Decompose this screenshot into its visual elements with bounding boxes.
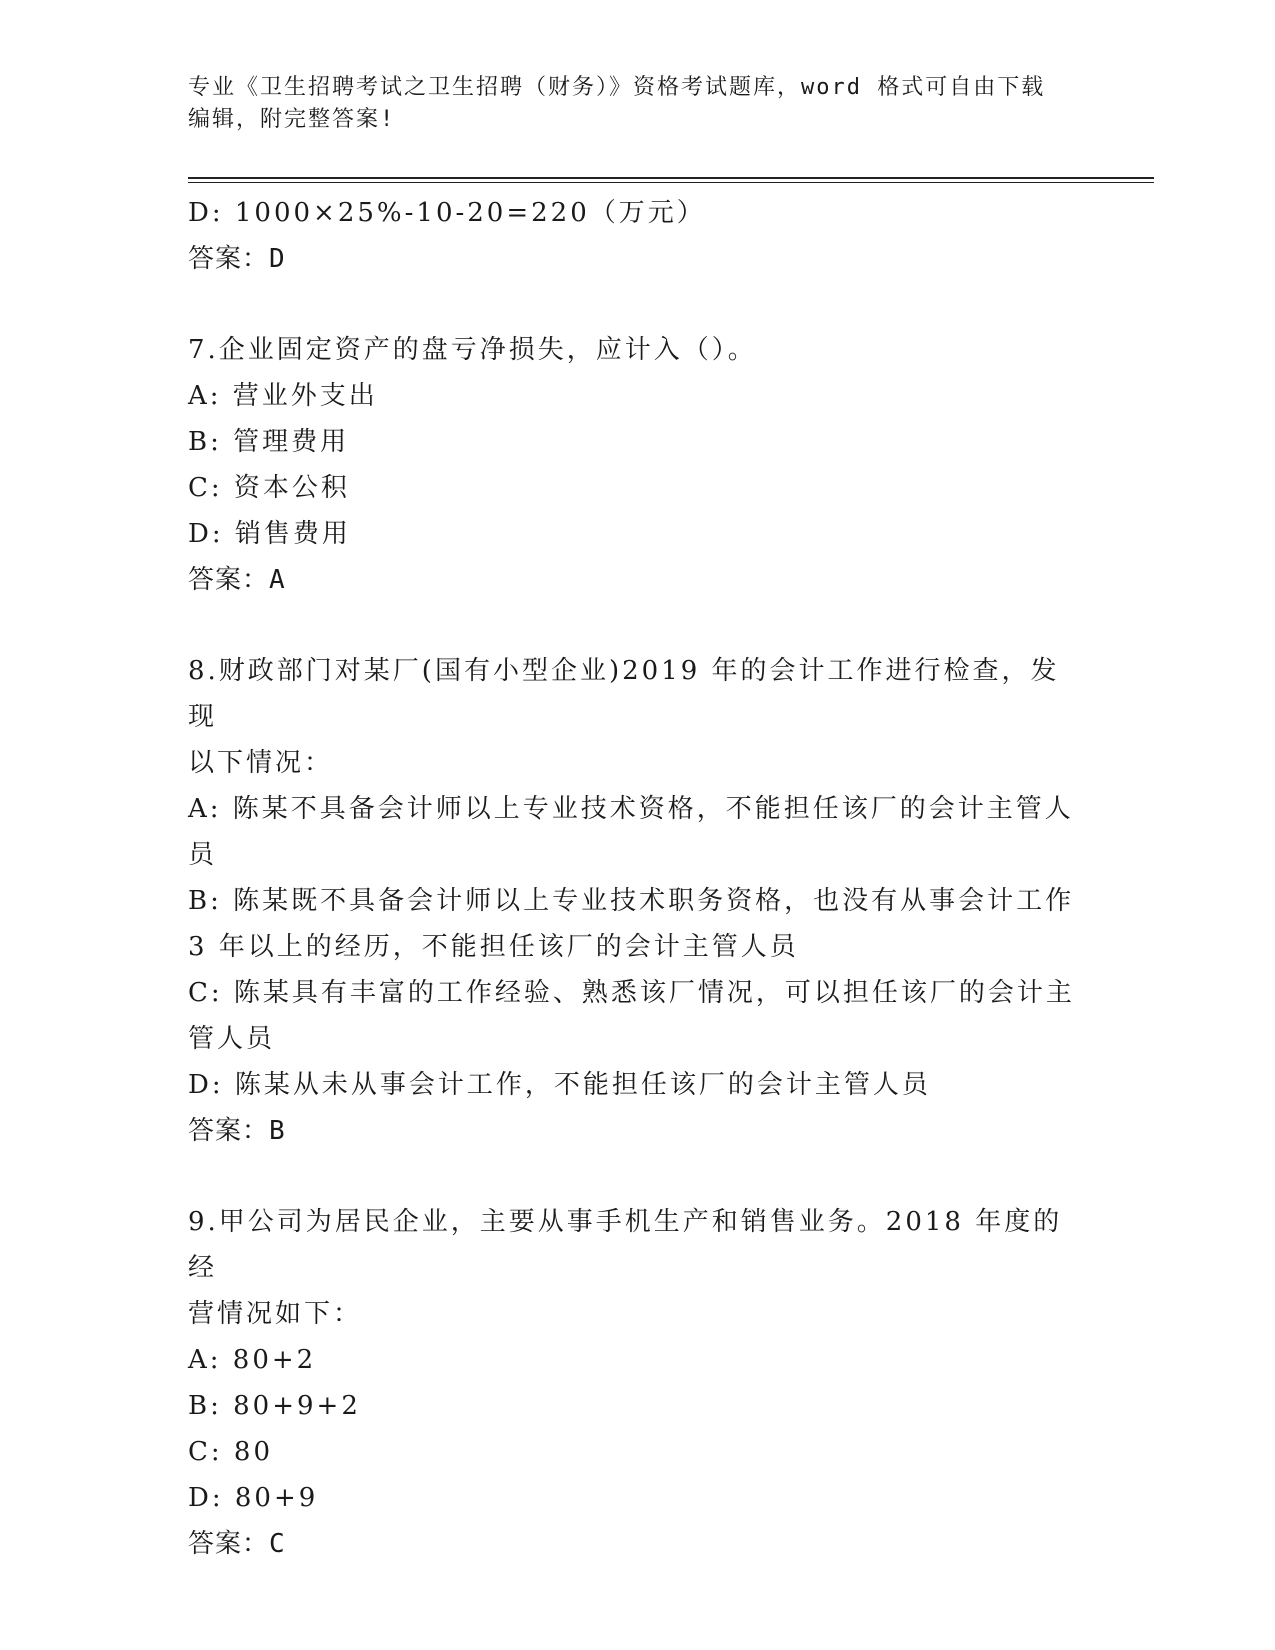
question-stem-line-1: 9.甲公司为居民企业，主要从事手机生产和销售业务。2018 年度的经 xyxy=(188,1207,1063,1283)
option-c-line-2: 管人员 xyxy=(188,1024,276,1054)
option-d: D: 80+9 xyxy=(188,1483,319,1513)
answer-label: 答案：B xyxy=(188,1116,286,1146)
option-b: B: 管理费用 xyxy=(188,427,350,457)
option-b: B: 80+9+2 xyxy=(188,1391,361,1421)
header-line-2: 编辑，附完整答案! xyxy=(188,107,396,132)
option-a-line-2: 员 xyxy=(188,840,218,870)
question-stem-line-2: 以下情况： xyxy=(188,748,334,778)
option-d: D: 1000×25%-10-20=220（万元） xyxy=(188,198,706,228)
question-spacer xyxy=(188,1154,1078,1199)
answer-label: 答案：D xyxy=(188,244,286,274)
header-divider-thick xyxy=(188,177,1154,179)
option-a: A: 营业外支出 xyxy=(188,381,378,411)
option-a: A: 80+2 xyxy=(188,1345,317,1375)
question-8 xyxy=(188,648,1078,1154)
question-list xyxy=(188,190,1078,1567)
question-stem: 7.企业固定资产的盘亏净损失，应计入（）。 xyxy=(188,335,757,365)
option-d: D: 陈某从未从事会计工作，不能担任该厂的会计主管人员 xyxy=(188,1070,931,1100)
option-c: C: 80 xyxy=(188,1437,274,1467)
option-b-line-2: 3 年以上的经历，不能担任该厂的会计主管人员 xyxy=(188,932,799,962)
option-c-line-1: C: 陈某具有丰富的工作经验、熟悉该厂情况，可以担任该厂的会计主 xyxy=(188,978,1075,1008)
answer-label: 答案：A xyxy=(188,565,286,595)
question-7 xyxy=(188,327,1078,603)
question-spacer xyxy=(188,282,1078,327)
answer-label: 答案：C xyxy=(188,1529,286,1559)
question-spacer xyxy=(188,603,1078,648)
option-c: C: 资本公积 xyxy=(188,473,350,503)
question-stem-line-2: 营情况如下： xyxy=(188,1299,363,1329)
option-a-line-1: A: 陈某不具备会计师以上专业技术资格，不能担任该厂的会计主管人 xyxy=(188,794,1074,824)
option-d: D: 销售费用 xyxy=(188,519,351,549)
question-stem-line-1: 8.财政部门对某厂(国有小型企业)2019 年的会计工作进行检查，发现 xyxy=(188,656,1060,732)
header-line-1: 专业《卫生招聘考试之卫生招聘（财务）》资格考试题库，word 格式可自由下载 xyxy=(188,75,1046,100)
header-divider-thin xyxy=(188,182,1154,183)
option-b-line-1: B: 陈某既不具备会计师以上专业技术职务资格，也没有从事会计工作 xyxy=(188,886,1075,916)
question-9 xyxy=(188,1199,1078,1567)
question-6-tail xyxy=(188,190,1078,282)
document-header xyxy=(188,72,1078,136)
